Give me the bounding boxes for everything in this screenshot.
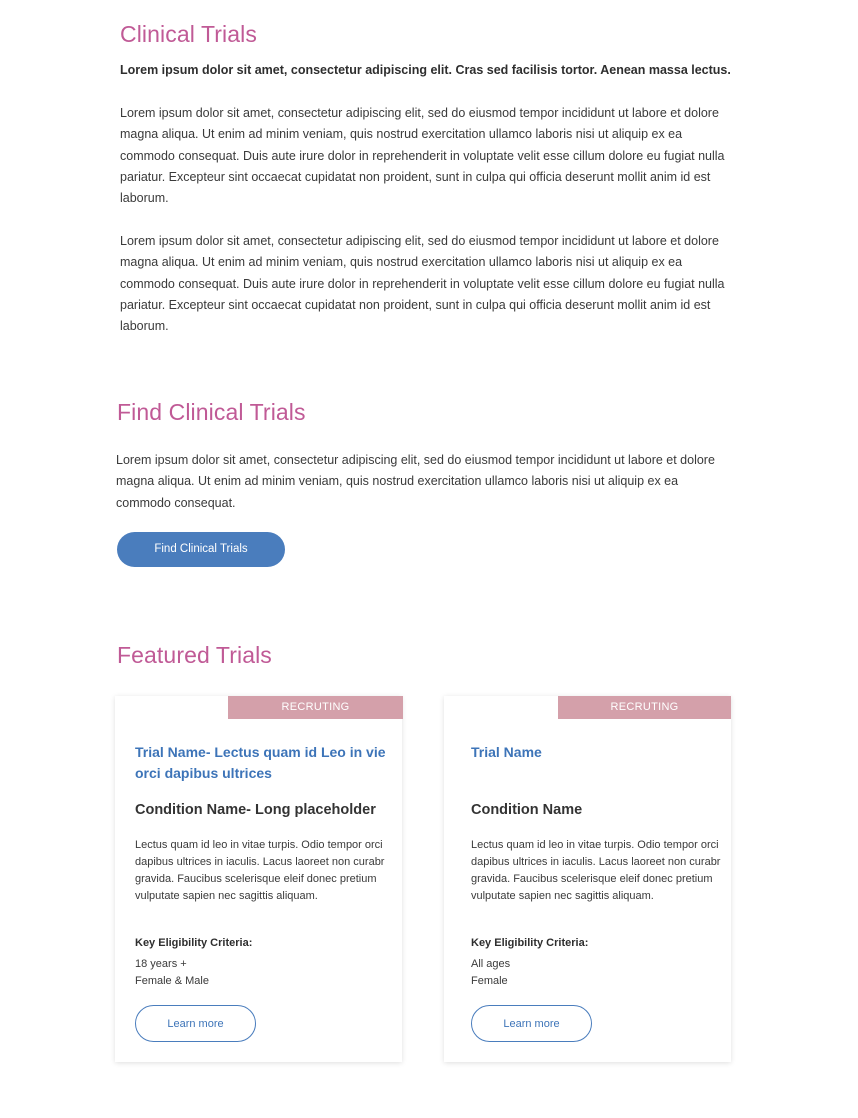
- learn-more-button[interactable]: Learn more: [471, 1005, 592, 1042]
- learn-more-button[interactable]: Learn more: [135, 1005, 256, 1042]
- eligibility-criteria: [135, 956, 209, 989]
- trial-description: Lectus quam id leo in vitae turpis. Odio tempor orci dapibus ultrices in iaculis. Lacus laoreet non curabr gravida. Faucibus scelerisque eleif donec pretium vulputate sapien nec sagittis aliquam.: [135, 839, 385, 902]
- featured-trials-heading: Featured Trials: [117, 642, 272, 668]
- recruiting-badge: RECRUTING: [558, 696, 731, 719]
- eligibility-label: Key Eligibility Criteria:: [471, 937, 589, 949]
- find-trials-heading: Find Clinical Trials: [117, 399, 306, 425]
- intro-paragraph-1: Lorem ipsum dolor sit amet, consectetur adipiscing elit, sed do eiusmod tempor incididunt ut labore et dolore magna aliqua. Ut enim ad minim veniam, quis nostrud exercitation ullamco laboris nisi ut aliquip ex ea commodo consequat. Duis aute irure dolor in reprehenderit in voluptate velit esse cillum dolore eu fugiat nulla pariatur. Excepteur sint occaecat cupidatat non proident, sunt in culpa qui officia deserunt mollit anim id est laborum.: [120, 106, 725, 206]
- criteria-item: Female & Male: [135, 974, 209, 987]
- condition-name: Condition Name: [471, 802, 583, 818]
- eligibility-label: Key Eligibility Criteria:: [135, 937, 253, 949]
- trial-description: Lectus quam id leo in vitae turpis. Odio tempor orci dapibus ultrices in iaculis. Lacus laoreet non curabr gravida. Faucibus scelerisque eleif donec pretium vulputate sapien nec sagittis aliquam.: [471, 839, 721, 902]
- condition-name: Condition Name- Long placeholder: [135, 802, 376, 818]
- criteria-item: Female: [471, 974, 508, 987]
- trial-card: [444, 696, 731, 1062]
- criteria-item: All ages: [471, 958, 511, 970]
- page-title: Clinical Trials: [120, 21, 257, 47]
- eligibility-criteria: [471, 956, 510, 989]
- intro-lede: Lorem ipsum dolor sit amet, consectetur adipiscing elit. Cras sed facilisis tortor. Aenean massa lectus.: [120, 63, 731, 77]
- find-trials-paragraph: Lorem ipsum dolor sit amet, consectetur adipiscing elit, sed do eiusmod tempor incididunt ut labore et dolore magna aliqua. Ut enim ad minim veniam, quis nostrud exercitation ullamco laboris nisi ut aliquip ex ea commodo consequat.: [116, 453, 715, 510]
- criteria-item: 18 years +: [135, 958, 187, 970]
- intro-paragraph-2: Lorem ipsum dolor sit amet, consectetur adipiscing elit, sed do eiusmod tempor incididunt ut labore et dolore magna aliqua. Ut enim ad minim veniam, quis nostrud exercitation ullamco laboris nisi ut aliquip ex ea commodo consequat. Duis aute irure dolor in reprehenderit in voluptate velit esse cillum dolore eu fugiat nulla pariatur. Excepteur sint occaecat cupidatat non proident, sunt in culpa qui officia deserunt mollit anim id est laborum.: [120, 234, 725, 334]
- find-clinical-trials-button[interactable]: Find Clinical Trials: [117, 532, 285, 567]
- recruiting-badge: RECRUTING: [228, 696, 403, 719]
- trial-card: [115, 696, 402, 1062]
- trial-name: Trial Name- Lectus quam id Leo in vie orci dapibus ultrices: [135, 744, 386, 781]
- trial-name: Trial Name: [471, 744, 542, 760]
